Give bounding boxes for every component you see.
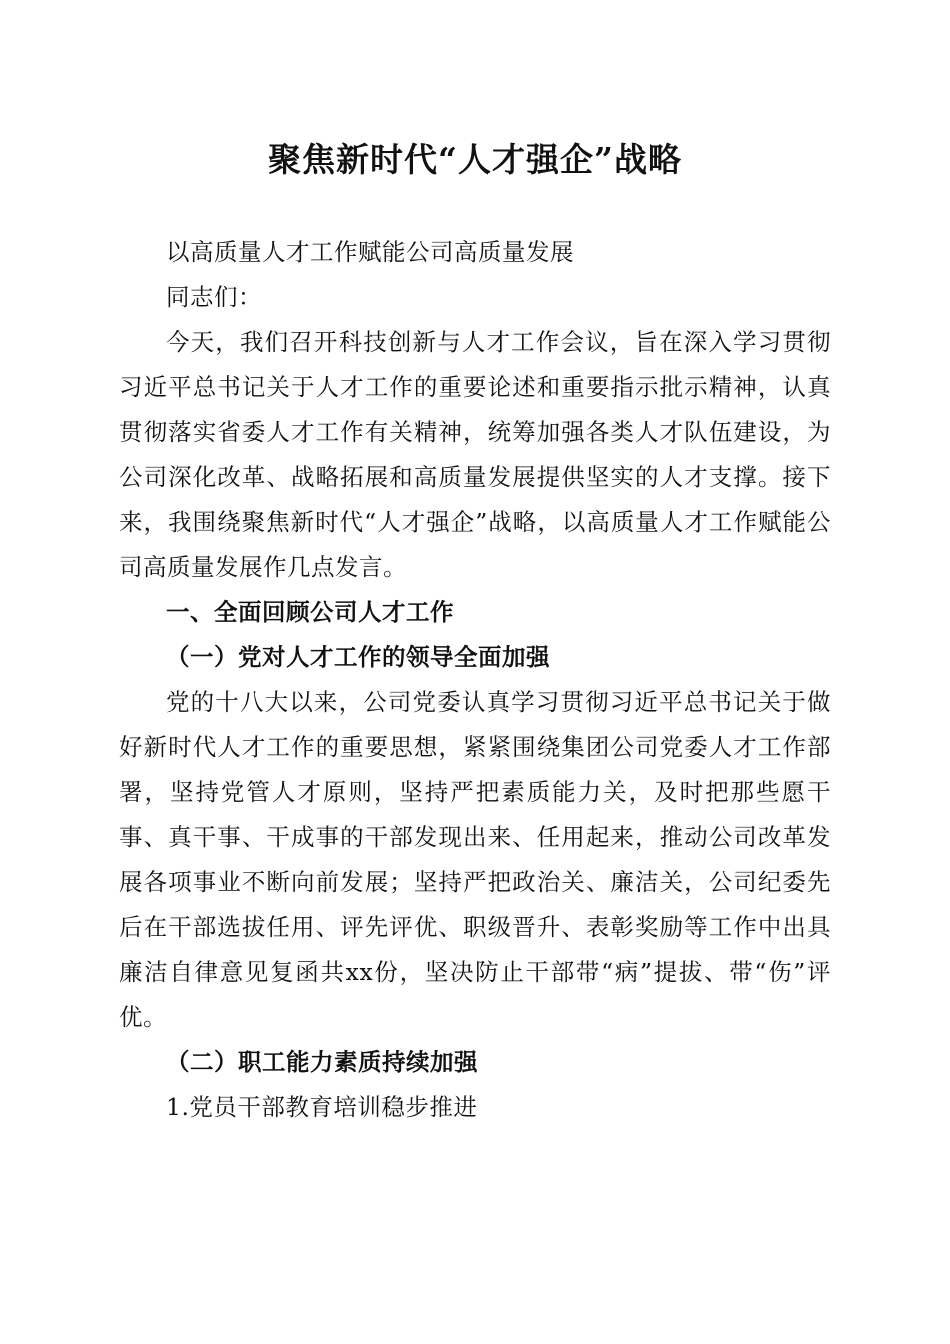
section-heading-1: 一、全面回顾公司人才工作 (166, 598, 454, 626)
subsection-heading-2: （二）职工能力素质持续加强 (166, 1048, 478, 1076)
document-title: 聚焦新时代“人才强企”战略 (268, 140, 682, 179)
greeting: 同志们： (166, 283, 262, 311)
item-heading-1: 1.党员干部教育培训稳步推进 (166, 1093, 478, 1121)
subsection-heading-1: （一）党对人才工作的领导全面加强 (166, 643, 550, 671)
document-body (119, 230, 831, 1130)
intro-paragraph: 今天，我们召开科技创新与人才工作会议，旨在深入学习贯彻习近平总书记关于人才工作的重要论述和重要指示批示精神，认真贯彻落实省委人才工作有关精神，统筹加强各类人才队伍建设，为公司深化改革、战略拓展和高质量发展提供坚实的人才支撑。接下来，我围绕聚焦新时代“人才强企”战略，以高质量人才工作赋能公司高质量发展作几点发言。 (119, 328, 831, 581)
subsection-1-paragraph: 党的十八大以来，公司党委认真学习贯彻习近平总书记关于做好新时代人才工作的重要思想，紧紧围绕集团公司党委人才工作部署，坚持党管人才原则，坚持严把素质能力关，及时把那些愿干事、真干事、干成事的干部发现出来、任用起来，推动公司改革发展各项事业不断向前发展；坚持严把政治关、廉洁关，公司纪委先后在干部选拔任用、评先评优、职级晋升、表彰奖励等工作中出具廉洁自律意见复函共xx份，坚决防止干部带“病”提拔、带“伤”评优。 (119, 688, 831, 1031)
document-subtitle: 以高质量人才工作赋能公司高质量发展 (166, 238, 574, 266)
